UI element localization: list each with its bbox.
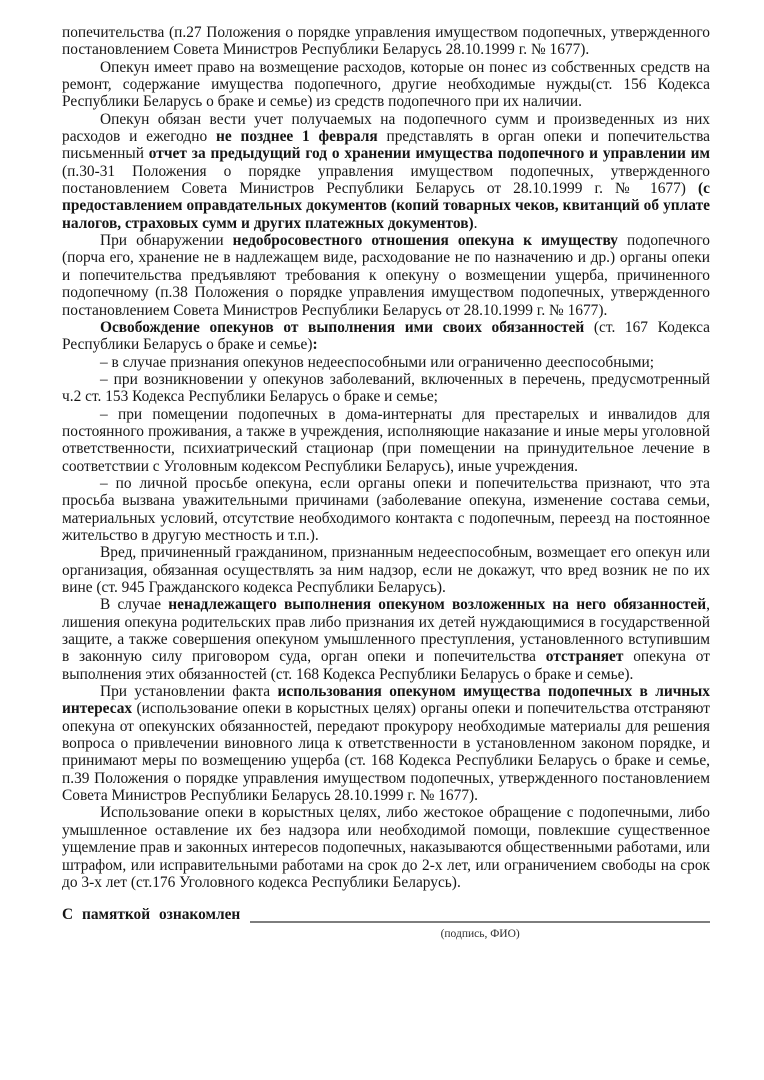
signature-row: [62, 906, 710, 943]
signature-caption: (подпись, ФИО): [440, 928, 520, 941]
list-item-illness: – при возникновении у опекунов заболеваний, включенных в перечень, предусмотренный ч.2 ст. 153 Кодекса Республики Беларусь о браке и семье;: [62, 370, 710, 406]
list-item-institutional-placement: – при помещении подопечных в дома-интернаты для престарелых и инвалидов для постоянного проживания, а также в учреждения, исполняющие наказание и иные меры уголовной ответственности, психиатрический стационар (при помещении на принудительное лечение в соответствии с Уголовным кодексом Республики Беларусь), иные учреждения.: [62, 405, 710, 475]
paragraph-self-interest-use: При установлении факта использования опекуном имущества подопечных в личных интересах (использование опеки в корыстных целях) органы опеки и попечительства отстраняют опекуна от опекунских обязанностей, передают прокурору необходимые материалы для решения вопроса о привлечении виновного лица к ответственности в установленном законом порядке, и принимают меры по возмещению ущерба (ст. 168 Кодекса Республики Беларусь о браке и семье, п.39 Положения о порядке управления имуществом подопечных, утвержденного постановлением Совета Министров Республики Беларусь 28.10.1999 г. № 1677).: [62, 683, 710, 805]
signature-field: [250, 906, 710, 943]
paragraph-criminal-liability: Использование опеки в корыстных целях, либо жестокое обращение с подопечными, либо умышленное оставление их без надзора или необходимой помощи, повлекшие существенное ущемление прав и законных интересов подопечных, наказываются общественными работами, или штрафом, или исправительными работами на срок до 2-х лет, или ограничением свободы на срок до 3-х лет (ст.176 Уголовного кодекса Республики Беларусь).: [62, 804, 710, 891]
document-text: [62, 24, 710, 891]
signature-acknowledgement-label: С памяткой ознакомлен: [62, 906, 241, 924]
paragraph-release-heading: Освобождение опекунов от выполнения ими своих обязанностей (ст. 167 Кодекса Республики Беларусь о браке и семье):: [62, 318, 710, 354]
paragraph-harm-compensation: Вред, причиненный гражданином, признанным недееспособным, возмещает его опекун или организация, обязанная осуществлять за ним надзор, если не докажут, что вред возник не по их вине (ст. 945 Гражданского кодекса Республики Беларусь).: [62, 544, 710, 596]
paragraph-annual-report-duty: Опекун обязан вести учет получаемых на подопечного сумм и произведенных из них расходов и ежегодно не позднее 1 февраля представлять в орган опеки и попечительства письменный отчет за предыдущий год о хранении имущества подопечного и управлении им (п.30-31 Положения о порядке управления имуществом подопечных, утвержденного постановлением Совета Министров Республики Беларусь от 28.10.1999 г. № 1677) (с предоставлением оправдательных документов (копий товарных чеков, квитанций об уплате налогов, страховых сумм и других платежных документов).: [62, 110, 711, 232]
paragraph-improper-performance: В случае ненадлежащего выполнения опекуном возложенных на него обязанностей, лишения опекуна родительских прав либо признания их детей нуждающимися в государственной защите, а также совершения опекуном умышленного преступления, установленного вступившим в законную силу приговором суда, орган опеки и попечительства отстраняет опекуна от выполнения этих обязанностей (ст. 168 Кодекса Республики Беларусь о браке и семье).: [62, 596, 710, 683]
paragraph-bad-faith-property: При обнаружении недобросовестного отношения опекуна к имуществу подопечного (порча его, хранение не в надлежащем виде, расходование не по назначению и др.) органы опеки и попечительства предъявляют требования к опекуну о возмещении ущерба, причиненного подопечному (п.38 Положения о порядке управления имуществом подопечных, утвержденного постановлением Совета Министров Республики Беларусь от 28.10.1999 г. № 1677).: [62, 232, 710, 319]
list-item-incapacity: – в случае признания опекунов недееспособными или ограниченно дееспособными;: [100, 353, 655, 371]
paragraph-continuation: попечительства (п.27 Положения о порядке управления имуществом подопечных, утвержденного постановлением Совета Министров Республики Беларусь 28.10.1999 г. № 1677).: [62, 24, 710, 59]
signature-line: [250, 906, 710, 923]
list-item-personal-request: – по личной просьбе опекуна, если органы опеки и попечительства признают, что эта просьба вызвана уважительными причинами (заболевание опекуна, изменение состава семьи, материальных условий, отсутствие необходимого контакта с подопечным, переезд на постоянное жительство в другую местность и т.п.).: [62, 474, 710, 544]
paragraph-reimbursement-right: Опекун имеет право на возмещение расходов, которые он понес из собственных средств на ремонт, содержание имущества подопечного, другие необходимые нужды(ст. 156 Кодекса Республики Беларусь о браке и семье) из средств подопечного при их наличии.: [62, 58, 710, 111]
